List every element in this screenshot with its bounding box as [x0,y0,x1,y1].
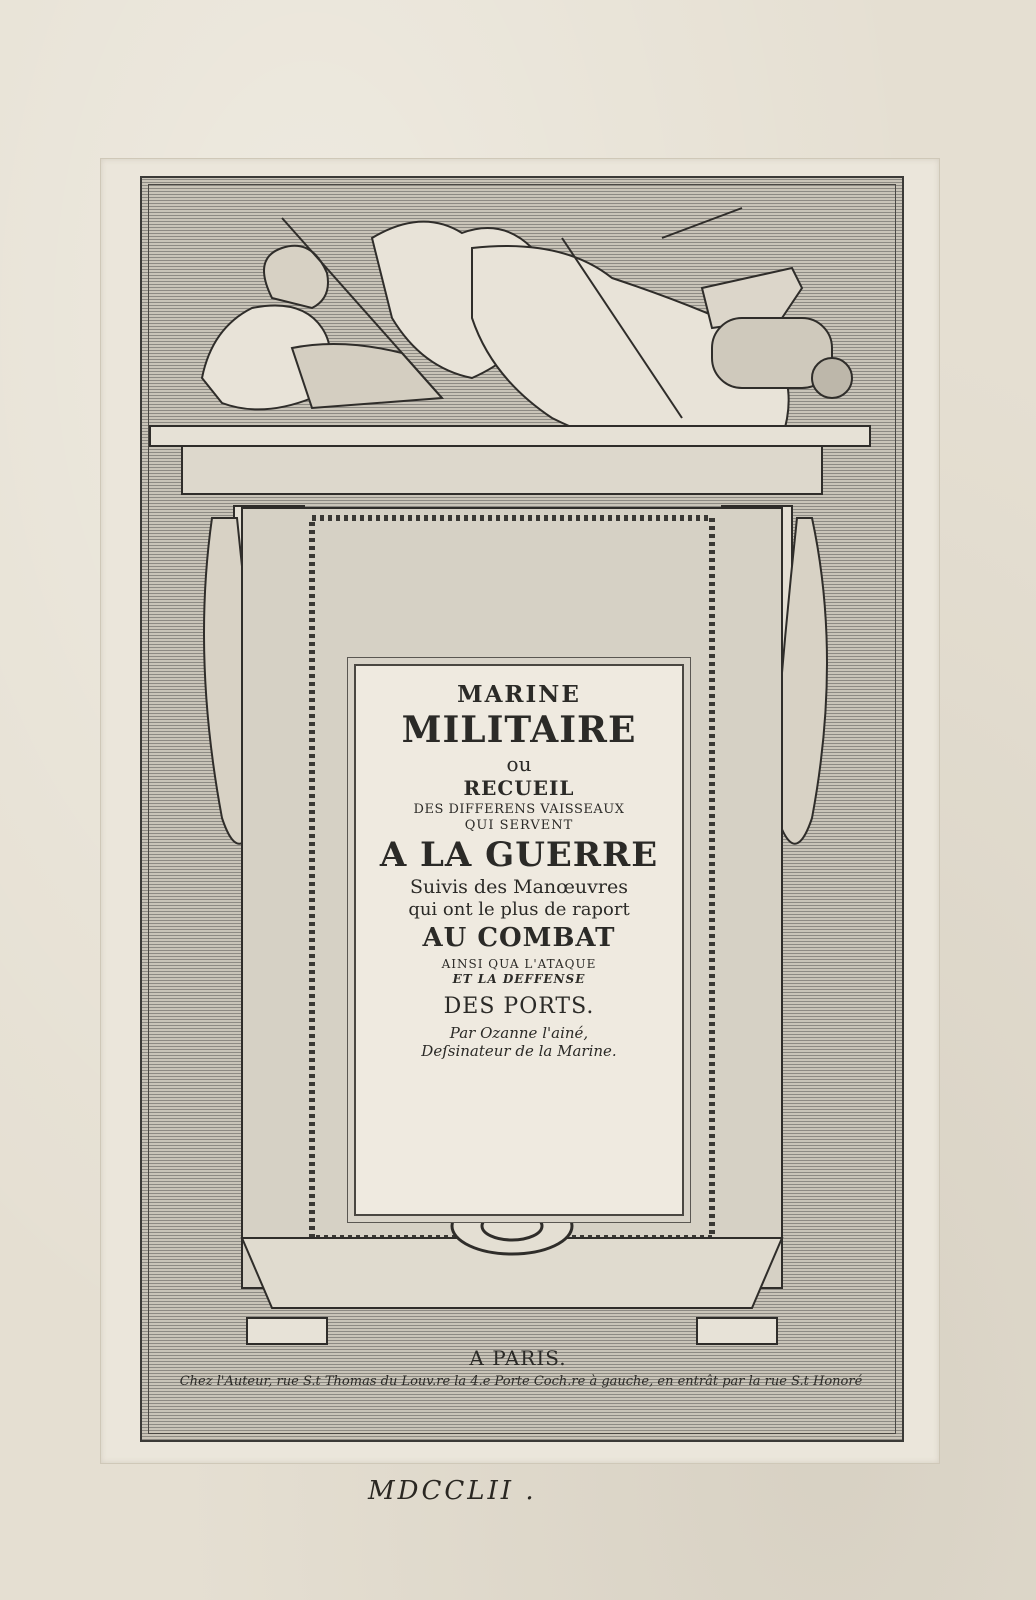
pole-line [662,208,742,238]
imprint-place: A PARIS. [469,1346,567,1370]
title-line-ports: DES PORTS. [443,993,595,1019]
hat-shape [292,344,442,408]
title-line-recueil: RECUEIL [463,775,575,800]
title-line-deffense: ET LA DEFFENSE [452,972,586,987]
title-line-qui-servent: QUI SERVENT [464,818,574,834]
cannon-muzzle-shape [812,358,852,398]
title-line-marine: MARINE [457,681,581,708]
handwritten-date: MDCCLII . [368,1476,537,1506]
right-foot [697,1318,777,1344]
title-line-combat: AU COMBAT [422,922,616,953]
author-role: Deſsinateur de la Marine. [421,1042,617,1061]
title-line-manoeuvres: Suivis des Manœuvres [410,875,628,898]
title-line-ou: ou [506,751,532,776]
author-name: Par Ozanne l'ainé, [449,1023,589,1042]
cornice-frieze [182,446,822,494]
imprint-address: Chez l'Auteur, rue S.t Thomas du Louv.re la 4.e Porte Coch.re à gauche, en entrât par la rue S.t Honoré [179,1374,863,1389]
cornice-top [150,426,870,446]
title-cartouche [354,664,684,1216]
title-line-ataque: AINSI QUA L'ATAQUE [441,957,597,972]
engraving-frame [140,176,904,1442]
title-line-guerre: A LA GUERRE [379,835,659,876]
plume-shape [264,246,328,308]
left-foot [247,1318,327,1344]
title-line-vaisseaux: DES DIFFERENS VAISSEAUX [413,801,625,817]
title-line-raport: qui ont le plus de raport [408,898,630,920]
title-line-militaire: MILITAIRE [401,709,637,752]
